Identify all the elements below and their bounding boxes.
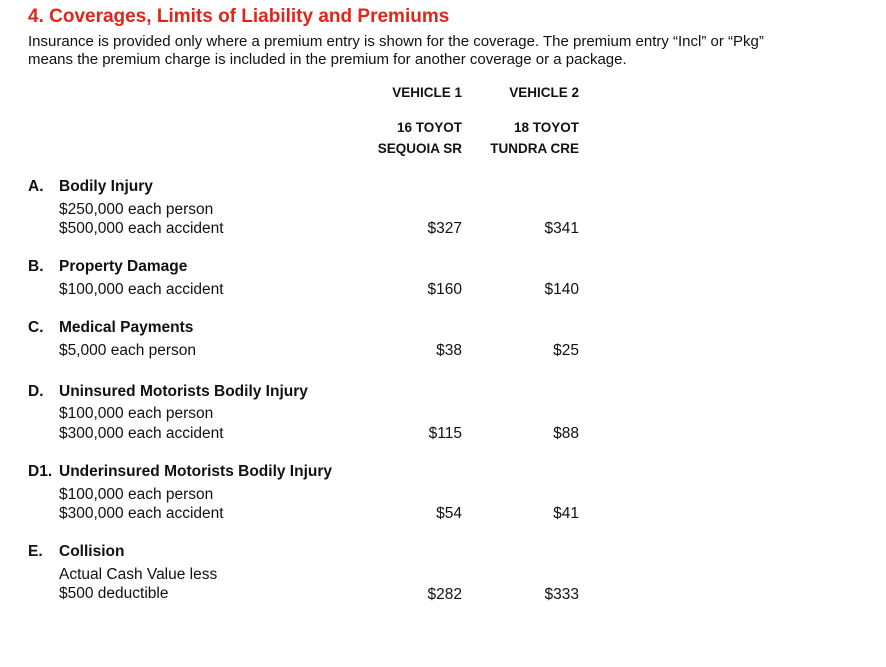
coverage-name: Bodily Injury <box>59 178 153 195</box>
premium-vehicle-2: $41 <box>553 505 579 522</box>
premium-vehicle-1: $115 <box>428 425 462 442</box>
vehicle-1-model-line2: SEQUOIA SR <box>377 141 462 156</box>
coverage-letter: D1. <box>28 463 53 480</box>
coverage-letter: E. <box>28 543 43 560</box>
vehicle-2-model-line1: 18 TOYOT <box>513 120 579 135</box>
premium-vehicle-2: $140 <box>544 281 579 298</box>
coverage-limit: $500,000 each accident <box>59 220 224 237</box>
coverage-heading <box>28 462 886 481</box>
premium-vehicle-2: $333 <box>544 586 579 603</box>
coverage-limit: $500 deductible <box>59 585 169 602</box>
coverage-letter: D. <box>28 383 44 400</box>
premium-vehicle-2: $88 <box>553 425 579 442</box>
vehicle-1-label: VEHICLE 1 <box>392 85 462 100</box>
premium-vehicle-1: $54 <box>436 505 462 522</box>
coverage-limit: $100,000 each accident <box>59 281 224 298</box>
coverage-name: Uninsured Motorists Bodily Injury <box>59 383 308 400</box>
coverage-limit: $5,000 each person <box>59 342 197 359</box>
coverage-name: Medical Payments <box>59 319 194 336</box>
coverage-limit: Actual Cash Value less <box>59 566 218 583</box>
coverage-limit: $300,000 each accident <box>59 425 224 442</box>
coverage-limit: $100,000 each person <box>59 486 214 503</box>
coverage-heading <box>28 177 886 196</box>
vehicle-1-model-line1: 16 TOYOT <box>396 120 462 135</box>
premium-vehicle-1: $327 <box>427 220 462 237</box>
vehicle-2-label: VEHICLE 2 <box>509 85 579 100</box>
intro-text <box>28 33 878 69</box>
intro-line: Insurance is provided only where a premium entry is shown for the coverage. The premium entry “Incl” or “Pkg” <box>28 33 764 50</box>
intro-line: means the premium charge is included in the premium for another coverage or a package. <box>28 51 627 68</box>
coverage-letter: B. <box>28 258 44 275</box>
coverage-letter: A. <box>28 178 44 195</box>
premium-vehicle-2: $25 <box>553 342 579 359</box>
section-title: 4. Coverages, Limits of Liability and Premiums <box>28 6 450 27</box>
coverage-heading <box>28 257 886 276</box>
coverage-limit: $100,000 each person <box>59 405 214 422</box>
premium-vehicle-1: $282 <box>427 586 462 603</box>
coverage-name: Underinsured Motorists Bodily Injury <box>59 463 332 480</box>
coverage-heading <box>28 542 886 561</box>
coverage-name: Property Damage <box>59 258 188 275</box>
coverage-heading <box>28 382 886 401</box>
premium-vehicle-2: $341 <box>544 220 579 237</box>
vehicle-2-model-line2: TUNDRA CRE <box>490 141 579 156</box>
coverage-limit: $250,000 each person <box>59 201 214 218</box>
coverage-letter: C. <box>28 319 44 336</box>
premium-vehicle-1: $160 <box>427 281 462 298</box>
coverage-name: Collision <box>59 543 125 560</box>
premium-vehicle-1: $38 <box>436 342 462 359</box>
coverage-limit: $300,000 each accident <box>59 505 224 522</box>
coverage-heading <box>28 318 886 337</box>
